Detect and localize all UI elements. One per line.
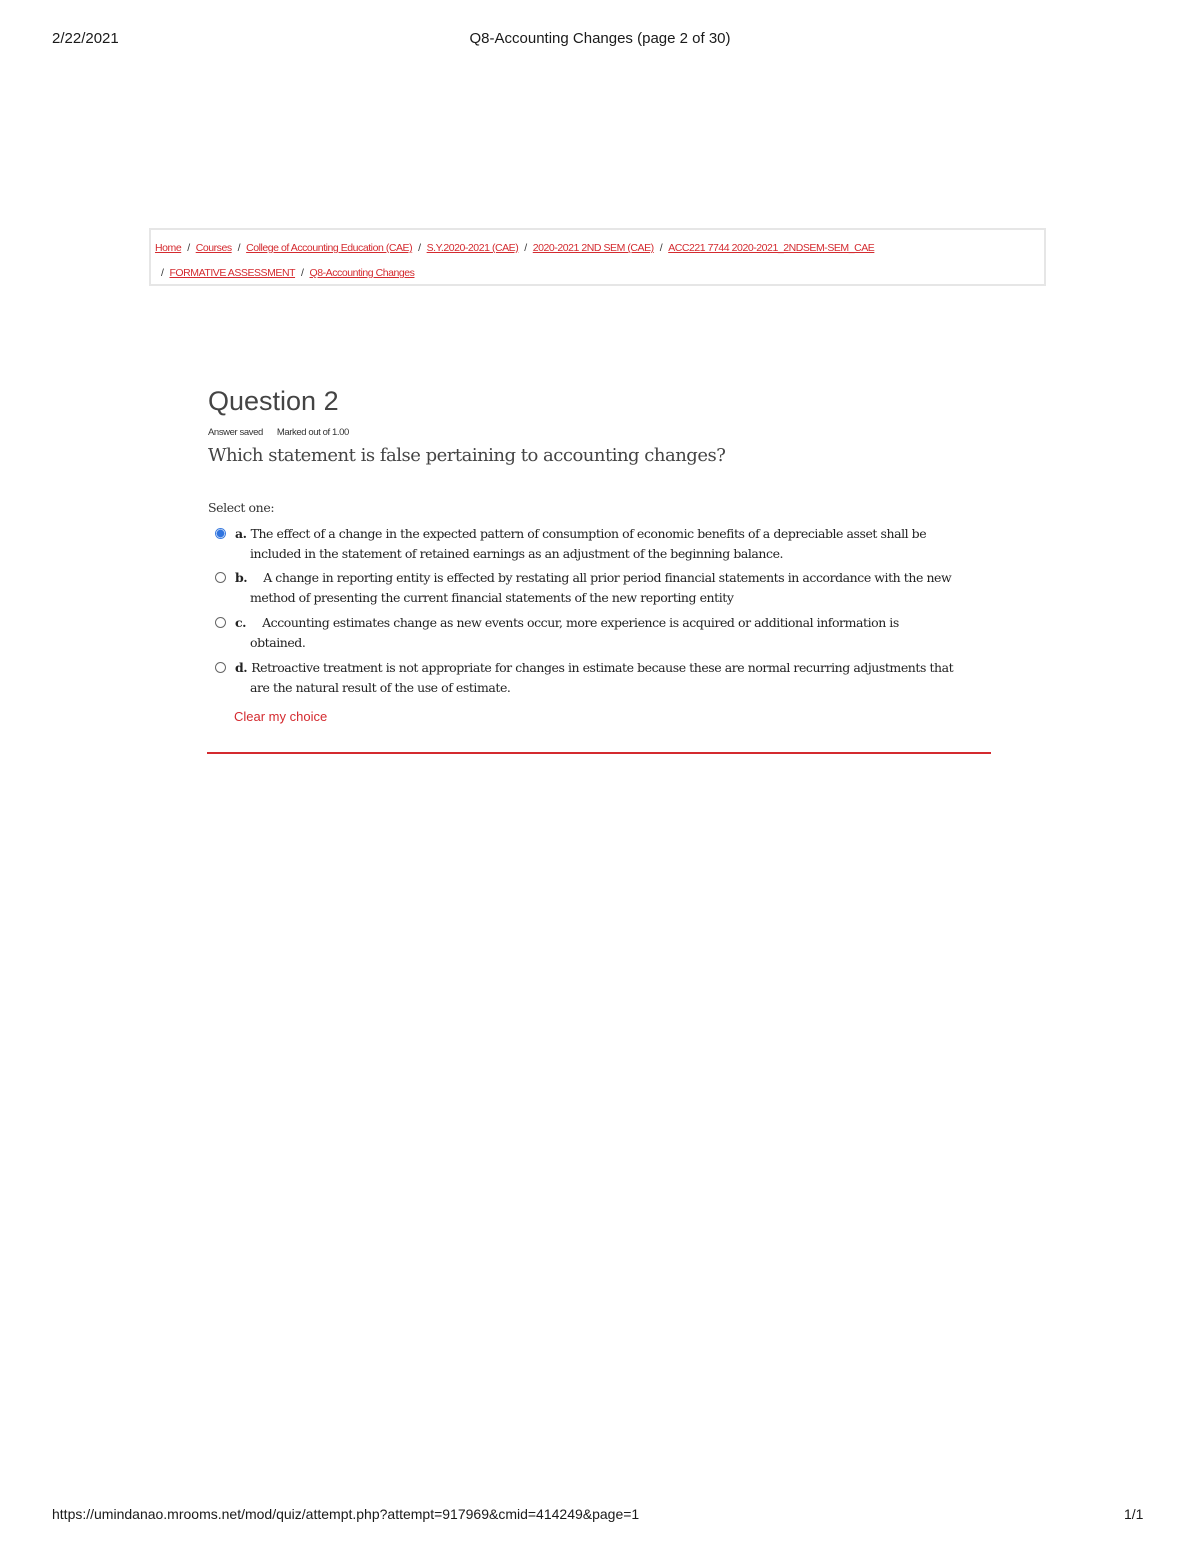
question-text: Which statement is false pertaining to accounting changes?: [208, 445, 726, 466]
breadcrumb-row-2: [155, 261, 1044, 286]
option-letter: d.: [235, 660, 248, 675]
breadcrumb-separator: /: [187, 242, 190, 254]
question-title: Question 2: [208, 386, 339, 416]
option-letter: a.: [235, 526, 247, 541]
select-one-prompt: Select one:: [208, 500, 275, 515]
breadcrumb-courses[interactable]: Courses: [195, 242, 232, 254]
radio-selected-icon[interactable]: [215, 528, 226, 539]
question-divider: [207, 752, 991, 754]
breadcrumb-separator: /: [418, 242, 421, 254]
breadcrumb-school-year[interactable]: S.Y.2020-2021 (CAE): [426, 242, 519, 254]
print-date: 2/22/2021: [52, 30, 119, 47]
clear-my-choice-link[interactable]: Clear my choice: [234, 709, 328, 724]
option-text-line2: included in the statement of retained earnings as an adjustment of the beginning balance.: [250, 546, 784, 561]
radio-unselected-icon[interactable]: [215, 617, 226, 628]
question-status: Answer saved: [208, 427, 263, 438]
print-footer-page-number: 1/1: [1124, 1506, 1144, 1522]
radio-unselected-icon[interactable]: [215, 572, 226, 583]
breadcrumb-separator: /: [161, 267, 164, 279]
breadcrumb: [149, 228, 1046, 286]
breadcrumb-formative-assessment[interactable]: FORMATIVE ASSESSMENT: [169, 267, 296, 279]
option-text-line1: A change in reporting entity is effected by restating all prior period financial statements in accordance with the new: [263, 570, 952, 585]
breadcrumb-home[interactable]: Home: [155, 242, 182, 254]
option-text-line1: Accounting estimates change as new events occur, more experience is acquired or additional information is: [262, 615, 899, 630]
breadcrumb-separator: /: [301, 267, 304, 279]
option-text-line2: obtained.: [250, 635, 306, 650]
option-text-line1: Retroactive treatment is not appropriate for changes in estimate because these are normal recurring adjustments that: [251, 660, 954, 675]
breadcrumb-semester[interactable]: 2020-2021 2ND SEM (CAE): [532, 242, 654, 254]
breadcrumb-college[interactable]: College of Accounting Education (CAE): [246, 242, 413, 254]
print-page-title: Q8-Accounting Changes (page 2 of 30): [469, 30, 731, 47]
breadcrumb-course[interactable]: ACC221 7744 2020-2021_2NDSEM-SEM_CAE: [668, 242, 875, 254]
breadcrumb-quiz[interactable]: Q8-Accounting Changes: [309, 267, 415, 279]
option-text-line1: The effect of a change in the expected pattern of consumption of economic benefits of a depreciable asset shall be: [250, 526, 927, 541]
radio-unselected-icon[interactable]: [215, 662, 226, 673]
option-letter: b.: [235, 570, 248, 585]
question-meta: [208, 427, 349, 438]
breadcrumb-separator: /: [237, 242, 241, 254]
breadcrumb-separator: /: [659, 242, 663, 254]
breadcrumb-row-1: [155, 236, 1044, 261]
question-marks: Marked out of 1.00: [276, 427, 349, 438]
breadcrumb-separator: /: [524, 242, 527, 254]
option-text-line2: are the natural result of the use of estimate.: [250, 680, 511, 695]
option-text-line2: method of presenting the current financial statements of the new reporting entity: [250, 590, 734, 605]
option-letter: c.: [235, 615, 247, 630]
print-footer-url: https://umindanao.mrooms.net/mod/quiz/attempt.php?attempt=917969&cmid=414249&page=1: [52, 1506, 640, 1522]
